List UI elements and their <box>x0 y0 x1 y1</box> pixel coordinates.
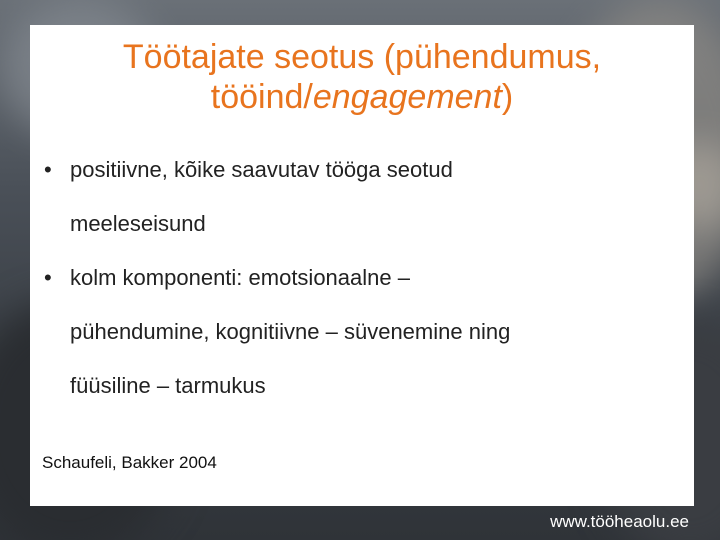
title-italic-term: engagement <box>312 78 502 116</box>
slide-card <box>30 25 694 506</box>
bullet-dot: • <box>44 265 52 290</box>
source-citation: Schaufeli, Bakker 2004 <box>42 453 217 472</box>
bullet-dot: • <box>44 157 52 182</box>
bullet-line: pühendumine, kognitiivne – süvenemine ning <box>70 319 511 344</box>
title-close-paren: ) <box>501 78 514 116</box>
title-line-2 <box>30 77 694 117</box>
bullet-line: meeleseisund <box>70 211 206 236</box>
bullet-list <box>44 143 674 413</box>
bullet-item <box>44 251 674 413</box>
bullet-line: kolm komponenti: emotsionaalne – <box>70 265 410 290</box>
bullet-line: füüsiline – tarmukus <box>70 373 266 398</box>
slide-title <box>30 37 694 117</box>
footer-url[interactable]: www.tööheaolu.ee <box>550 512 689 531</box>
title-line-2-text: tööind/ <box>210 78 313 116</box>
bullet-item <box>44 143 674 251</box>
title-line-1: Töötajate seotus (pühendumus, <box>122 38 602 76</box>
bullet-line: positiivne, kõike saavutav tööga seotud <box>70 157 453 182</box>
